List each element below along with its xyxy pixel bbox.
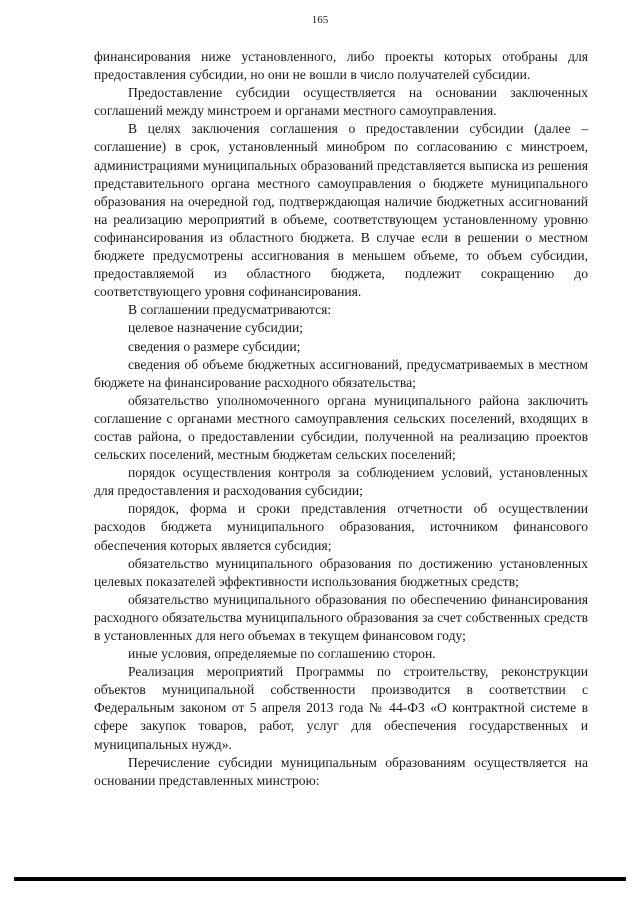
list-item-size: сведения о размере субсидии; [128, 338, 301, 354]
list-item-control-procedure: порядок осуществления контроля за соблюдением условий, установленных для предоставления и расходования субсидии; [94, 465, 588, 499]
list-item-district-obligation: обязательство уполномоченного органа муниципального района заключить соглашение с органами местного самоуправления сельских поселений, входящих в состав района, о предоставлении субсидии, полученной на реализацию проектов сельских поселений, местным бюджетам сельских поселений; [94, 392, 588, 463]
list-item-target-indicators: обязательство муниципального образования по достижению установленных целевых показателей эффективности использования бюджетных средств; [94, 555, 588, 589]
paragraph-agreement-procedure: В целях заключения соглашения о предоставлении субсидии (далее – соглашение) в срок, установленный минобром по согласованию с минстроем, администрациями муниципальных образований представляется выписка из решения представительного органа местного самоуправления о бюджете муниципального образования на очередной год, подтверждающая наличие бюджетных ассигнований на реализацию мероприятий в объеме, соответствующем установленному уровню софинансирования из областного бюджета. В случае если в решении о местном бюджете предусмотрены ассигнования в меньшем объеме, то объем субсидии, предоставляемой из областного бюджета, подлежит сокращению до соответствующего уровня софинансирования. [94, 121, 588, 300]
bottom-rule [14, 877, 626, 881]
list-item-purpose: целевое назначение субсидии; [128, 320, 304, 336]
paragraph-construction-law: Реализация мероприятий Программы по строительству, реконструкции объектов муниципальной собственности производится в соответствии с Федеральным законом от 5 апреля 2013 года № 44-ФЗ «О контрактной системе в сфере закупок товаров, работ, услуг для обеспечения государственных и муниципальных нужд». [94, 664, 588, 752]
document-body [94, 48, 588, 790]
page-number: 165 [311, 14, 329, 26]
list-item-reporting: порядок, форма и сроки представления отчетности об осуществлении расходов бюджета муниципального образования, источником финансового обеспечения которых является субсидия; [94, 501, 588, 553]
list-item-budget-allocations: сведения об объеме бюджетных ассигнований, предусматриваемых в местном бюджете на финансирование расходного обязательства; [94, 356, 588, 390]
paragraph-agreement-contents-intro: В соглашении предусматриваются: [128, 302, 332, 318]
list-item-other-conditions: иные условия, определяемые по соглашению сторон. [128, 646, 436, 662]
paragraph-agreements: Предоставление субсидии осуществляется на основании заключенных соглашений между минстроем и органами местного самоуправления. [94, 85, 588, 119]
paragraph-subsidy-transfer: Перечисление субсидии муниципальным образованиям осуществляется на основании представленных минстрою: [94, 754, 588, 788]
list-item-cofinancing-obligation: обязательство муниципального образования по обеспечению финансирования расходного обязательства муниципального образования за счет собственных средств в установленных для него объемах в текущем финансовом году; [94, 591, 588, 643]
paragraph-continuation: финансирования ниже установленного, либо проекты которых отобраны для предоставления субсидии, но они не вошли в число получателей субсидии. [94, 49, 588, 83]
